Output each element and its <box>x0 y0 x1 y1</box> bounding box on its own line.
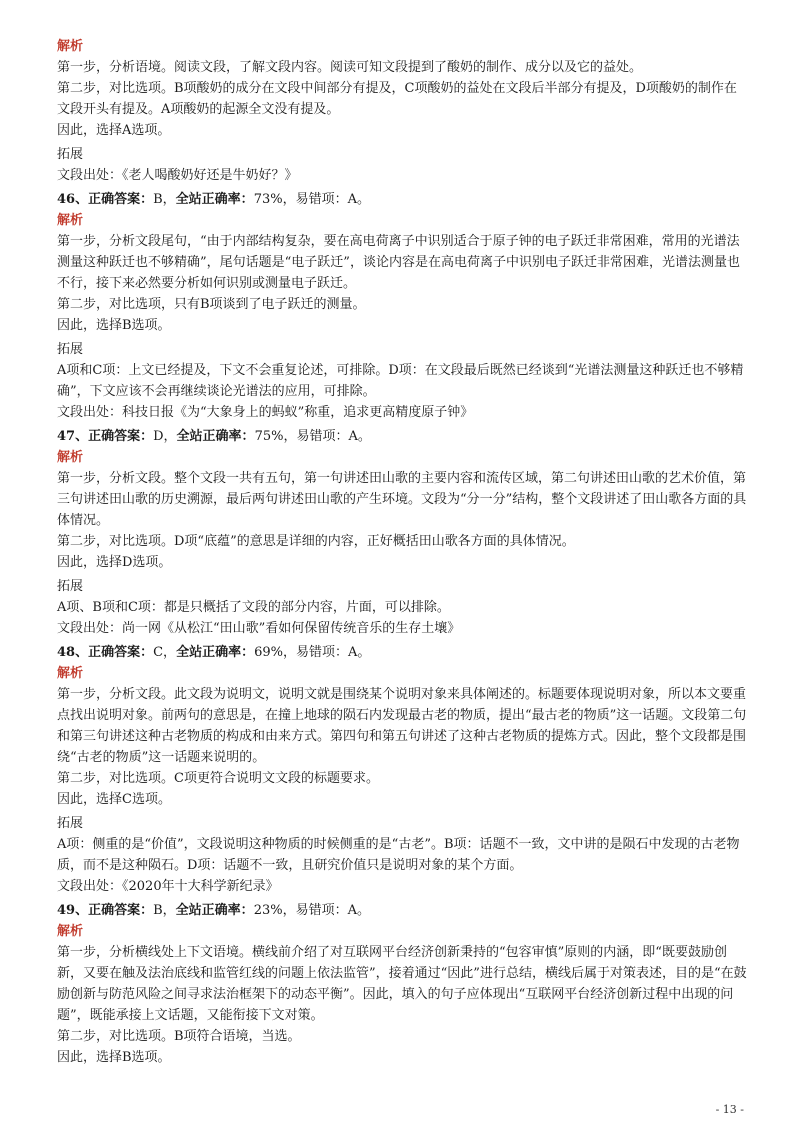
question-number: 49、 <box>57 903 89 918</box>
answer-conclusion: 因此，选择D选项。 <box>57 555 172 570</box>
extension-text: A项和C项：上文已经提及，下文不会重复论述，可排除。D项：在文段最后既然已经谈到“光谱法测量这种跃迁也不够精确”，下文应该不会再继续谈论光谱法的应用，可排除。 <box>57 363 744 399</box>
analysis-heading: 解析 <box>57 666 84 681</box>
wrong-label: 易错项： <box>296 429 349 444</box>
question-answer-header <box>57 426 749 447</box>
analysis-step: 第二步，对比选项。C项更符合说明文文段的标题要求。 <box>57 771 379 786</box>
extension-heading: 拓展 <box>57 342 84 357</box>
source-note: 文段出处：科技日报《为“大象身上的蚂蚁”称重，追求更高精度原子钟》 <box>57 405 474 420</box>
answer-conclusion: 因此，选择B选项。 <box>57 318 171 333</box>
correct-rate: 75%， <box>254 429 297 444</box>
correct-answer: D， <box>153 429 177 444</box>
question-number: 48、 <box>57 645 89 660</box>
correct-answer: C， <box>153 645 177 660</box>
page-number: - 13 - <box>715 1103 744 1116</box>
analysis-heading: 解析 <box>57 924 84 939</box>
analysis-step: 第二步，对比选项。B项酸奶的成分在文段中间部分有提及，C项酸奶的益处在文段后半部分有提及，D项酸奶的制作在文段开头有提及。A项酸奶的起源全文没有提及。 <box>57 81 737 117</box>
analysis-step: 第二步，对比选项。D项“底蕴”的意思是详细的内容，正好概括田山歌各方面的具体情况。 <box>57 534 575 549</box>
extension-heading: 拓展 <box>57 816 84 831</box>
answer-conclusion: 因此，选择C选项。 <box>57 792 171 807</box>
answer-label: 正确答案： <box>88 645 154 660</box>
extension-text: A项、B项和C项：都是只概括了文段的部分内容，片面，可以排除。 <box>57 600 450 615</box>
correct-rate: 23%， <box>253 903 296 918</box>
question-number: 46、 <box>57 192 89 207</box>
answer-conclusion: 因此，选择A选项。 <box>57 123 171 138</box>
rate-label: 全站正确率： <box>175 903 254 918</box>
answer-label: 正确答案： <box>88 192 154 207</box>
analysis-step: 第一步，分析语境。阅读文段，了解文段内容。阅读可知文段提到了酸奶的制作、成分以及它的益处。 <box>57 60 643 75</box>
analysis-step: 第二步，对比选项，只有B项谈到了电子跃迁的测量。 <box>57 297 366 312</box>
wrong-label: 易错项： <box>295 192 348 207</box>
extension-text: A项：侧重的是“价值”，文段说明这种物质的时候侧重的是“古老”。B项：话题不一致，文中讲的是陨石中发现的古老物质，而不是这种陨石。D项：话题不一致，且研究价值只是说明对象的某个方面。 <box>57 837 740 873</box>
rate-label: 全站正确率： <box>175 192 254 207</box>
analysis-step: 第一步，分析文段。整个文段一共有五句，第一句讲述田山歌的主要内容和流传区域，第二句讲述田山歌的艺术价值，第三句讲述田山歌的历史溯源，最后两句讲述田山歌的产生环境。文段为“分一分”结构，整个文段讲述了田山歌各方面的具体情况。 <box>57 471 747 528</box>
correct-rate: 73%， <box>253 192 296 207</box>
source-note: 文段出处：《老人喝酸奶好还是牛奶好？》 <box>57 168 298 183</box>
wrong-option: A。 <box>348 429 371 444</box>
page-content <box>57 36 749 1068</box>
source-note: 文段出处：尚一网《从松江“田山歌”看如何保留传统音乐的生存土壤》 <box>57 621 461 636</box>
question-answer-header <box>57 642 749 663</box>
analysis-heading: 解析 <box>57 39 84 54</box>
analysis-heading: 解析 <box>57 213 84 228</box>
rate-label: 全站正确率： <box>176 645 255 660</box>
analysis-step: 第一步，分析文段尾句，“由于内部结构复杂，要在高电荷离子中识别适合于原子钟的电子跃迁非常困难，常用的光谱法测量这种跃迁也不够精确”，尾句话题是“电子跃迁”，谈论内容是在高电荷离子中识别电子跃迁非常困难，光谱法测量也不行，接下来必然要分析如何识别或测量电子跃迁。 <box>57 234 740 291</box>
wrong-label: 易错项： <box>295 645 348 660</box>
answer-conclusion: 因此，选择B选项。 <box>57 1050 171 1065</box>
question-answer-header <box>57 900 749 921</box>
wrong-option: A。 <box>347 903 370 918</box>
source-note: 文段出处：《2020年十大科学新纪录》 <box>57 879 279 894</box>
rate-label: 全站正确率： <box>176 429 255 444</box>
analysis-step: 第一步，分析横线处上下文语境。横线前介绍了对互联网平台经济创新秉持的“包容审慎”原则的内涵，即“既要鼓励创新，又要在触及法治底线和监管红线的问题上依法监管”，接着通过“因此”进行总结，横线后属于对策表述，目的是“在鼓励创新与防范风险之间寻求法治框架下的动态平衡”。因此，填入的句子应体现出“互联网平台经济创新过程中出现的问题”，既能承接上文话题，又能衔接下文对策。 <box>57 945 747 1023</box>
extension-heading: 拓展 <box>57 579 84 594</box>
analysis-heading: 解析 <box>57 450 84 465</box>
analysis-step: 第二步，对比选项。B项符合语境，当选。 <box>57 1029 301 1044</box>
correct-answer: B， <box>153 192 176 207</box>
question-answer-header <box>57 189 749 210</box>
extension-heading: 拓展 <box>57 147 84 162</box>
answer-label: 正确答案： <box>88 903 154 918</box>
analysis-step: 第一步，分析文段。此文段为说明文，说明文就是围绕某个说明对象来具体阐述的。标题要体现说明对象，所以本文要重点找出说明对象。前两句的意思是，在撞上地球的陨石内发现最古老的物质，提出“最古老的物质”这一话题。文段第二句和第三句讲述这种古老物质的构成和由来方式。第四句和第五句讲述了这种古老物质的提炼方式。因此，整个文段都是围绕“古老的物质”这一话题来说明的。 <box>57 687 747 765</box>
correct-rate: 69%， <box>254 645 296 660</box>
answer-label: 正确答案： <box>88 429 154 444</box>
wrong-option: A。 <box>347 192 370 207</box>
wrong-option: A。 <box>348 645 371 660</box>
question-number: 47、 <box>57 429 89 444</box>
wrong-label: 易错项： <box>295 903 348 918</box>
correct-answer: B， <box>153 903 176 918</box>
